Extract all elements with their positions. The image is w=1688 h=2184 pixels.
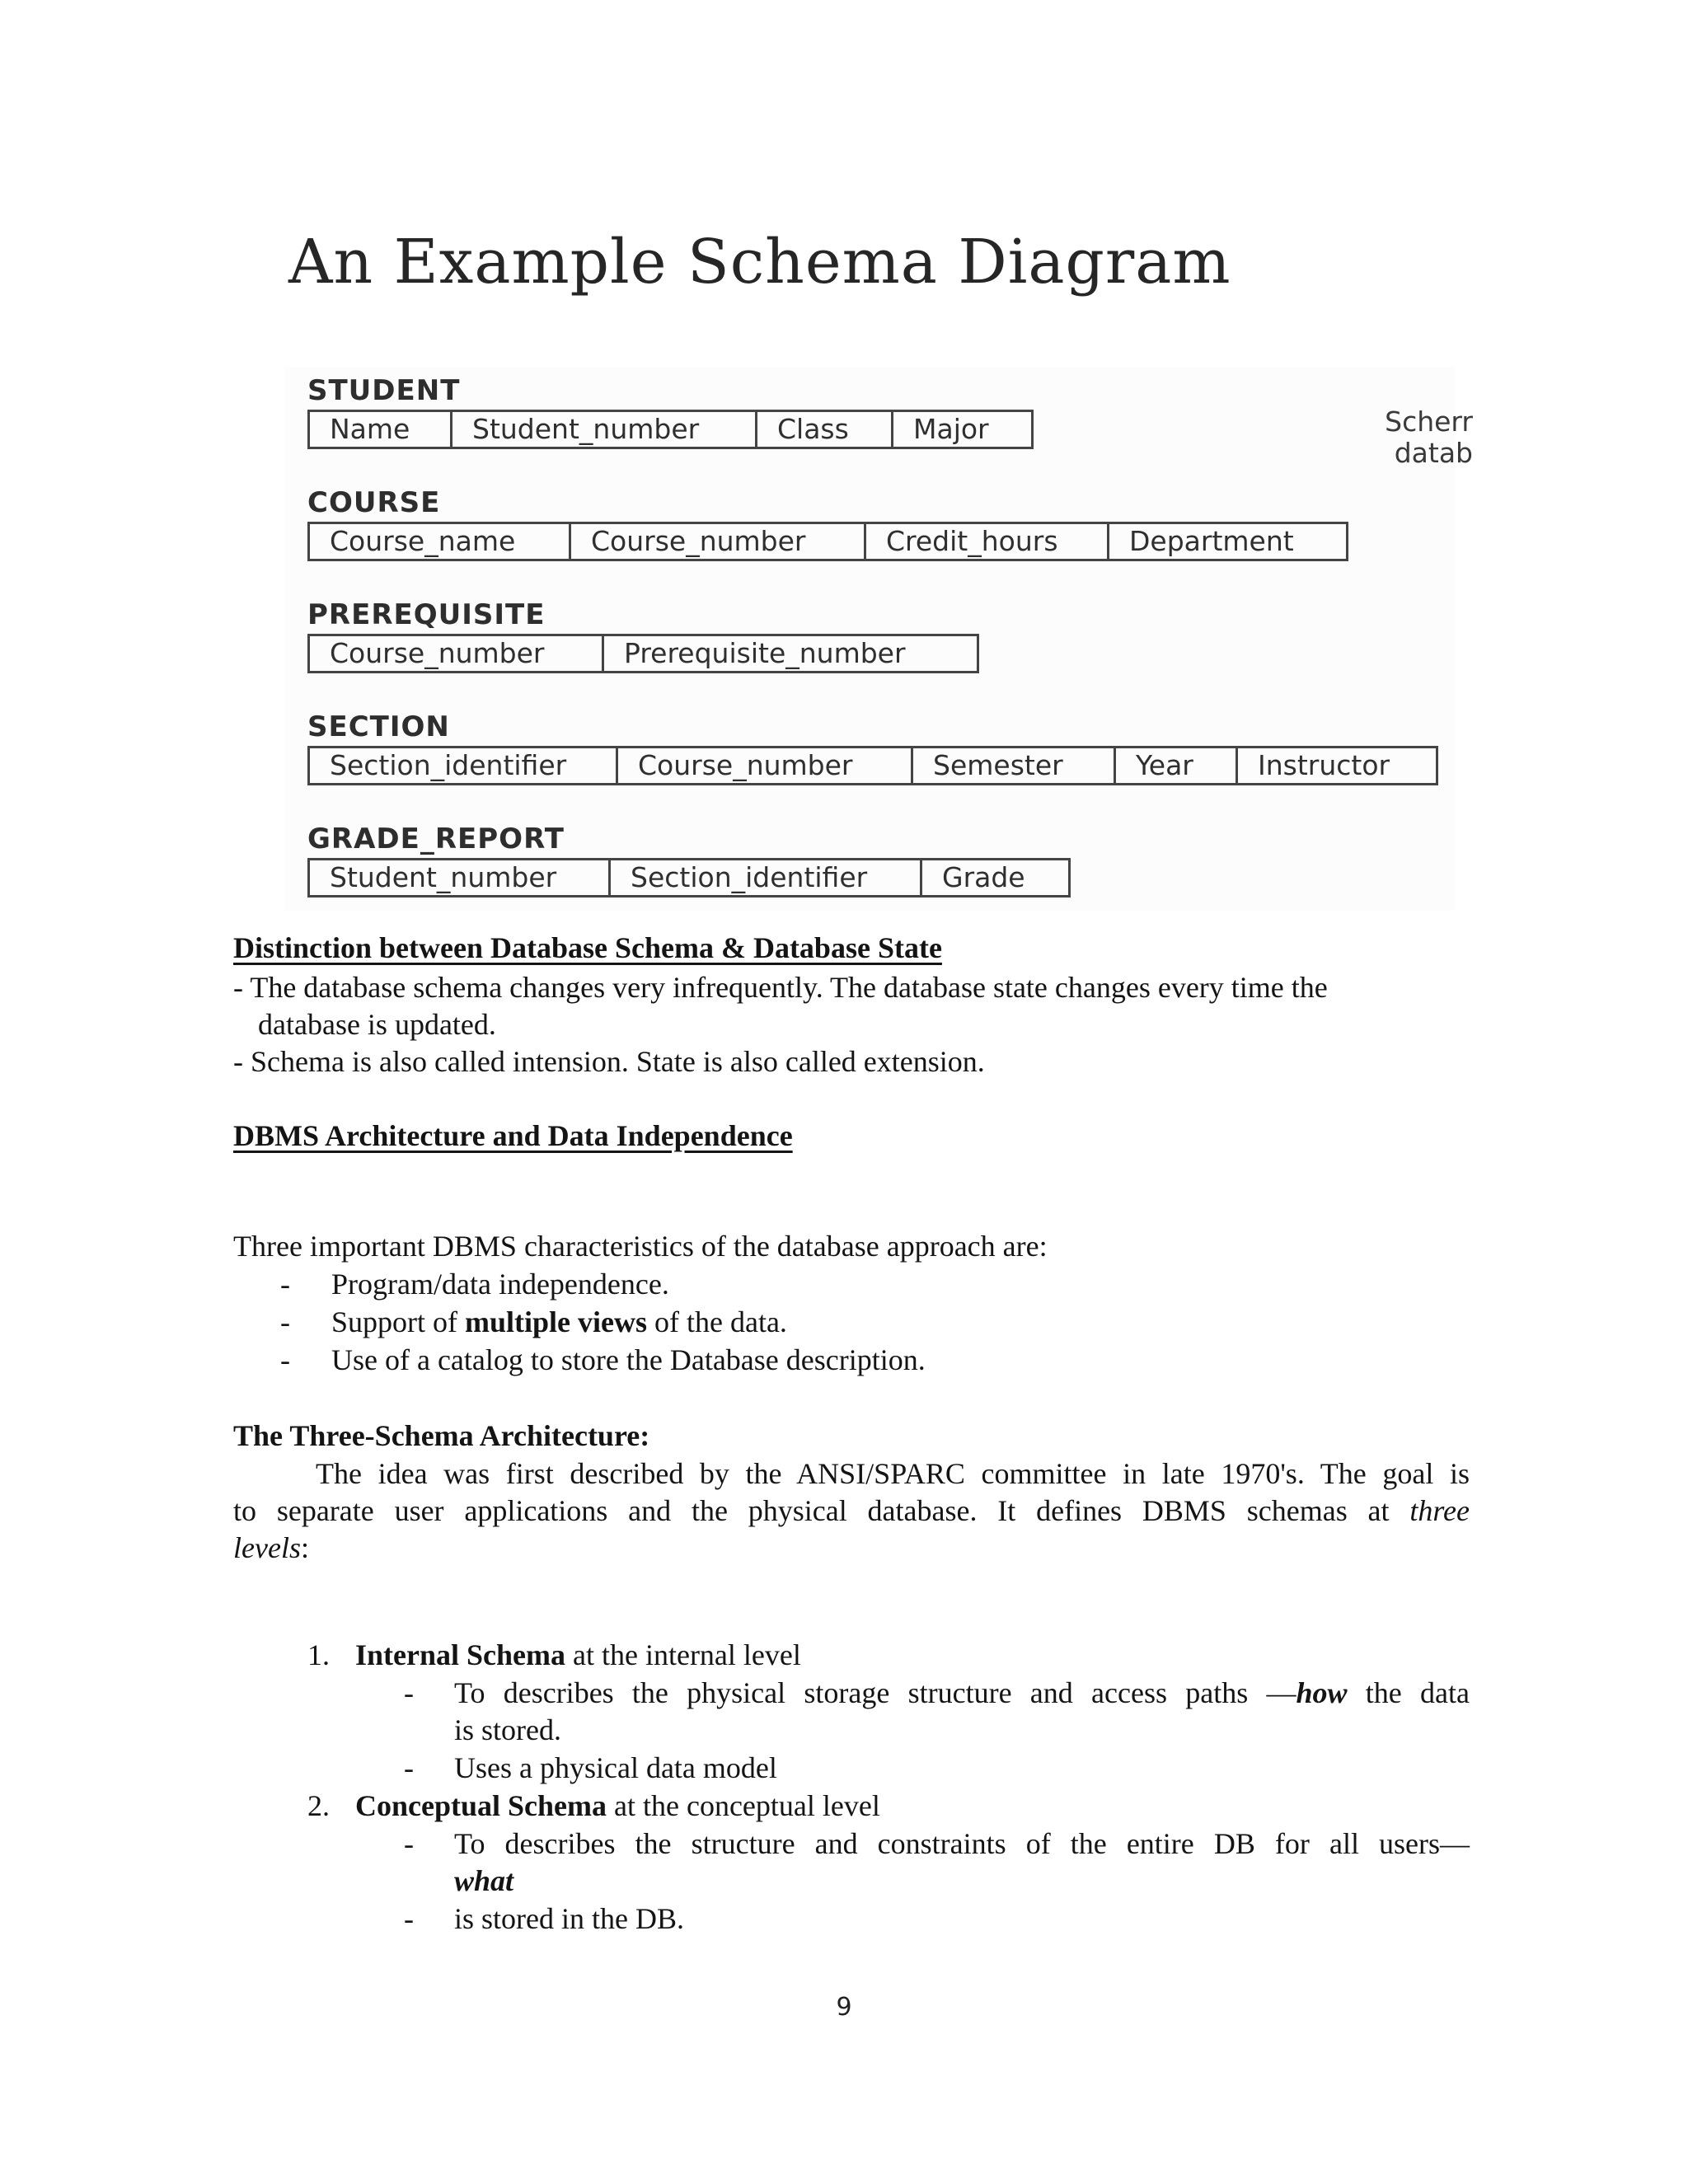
relation-grade-report — [307, 823, 1071, 898]
relation-attributes — [307, 858, 1071, 898]
sub-item-text-emphasis: what — [454, 1864, 514, 1897]
attribute-cell: Course_number — [618, 746, 913, 785]
sub-item-text: the data — [1347, 1676, 1470, 1709]
bullet-dash: - — [404, 1676, 414, 1709]
paragraph-text: : — [300, 1531, 309, 1564]
intro-text: Three important DBMS characteristics of the database approach are: — [233, 1230, 1048, 1263]
schema-diagram-figure — [284, 210, 1473, 902]
attribute-cell: Section_identifier — [611, 858, 922, 898]
figure-title: An Example Schema Diagram — [288, 227, 1231, 298]
bullet-dash: - — [404, 1827, 414, 1860]
list-number: 1. — [307, 1638, 330, 1671]
list-item-title — [355, 1637, 801, 1673]
attribute-cell: Year — [1116, 746, 1238, 785]
attribute-cell: Student_number — [307, 858, 611, 898]
relation-section — [307, 711, 1438, 785]
relation-prerequisite — [307, 599, 979, 673]
relation-attributes — [307, 746, 1438, 785]
sub-item-line: is stored. — [454, 1713, 561, 1746]
paragraph-text-italic: levels — [233, 1531, 301, 1564]
section-heading-three-schema: The Three-Schema Architecture: — [233, 1419, 650, 1452]
relation-name: SECTION — [307, 710, 450, 743]
attribute-cell: Semester — [913, 746, 1116, 785]
paragraph-line: database is updated. — [258, 1008, 496, 1041]
side-caption-line: Scherr — [1385, 405, 1473, 438]
attribute-cell: Instructor — [1238, 746, 1438, 785]
bullet-text-bold: multiple views — [465, 1305, 647, 1338]
paragraph-line — [233, 1530, 309, 1566]
paragraph-line — [233, 1493, 1470, 1529]
sub-item-line: Uses a physical data model — [454, 1751, 777, 1784]
bullet-dash: - — [280, 1343, 290, 1376]
paragraph-line: The idea was first described by the ANSI/SPARC committee in late 1970's. The goal is — [316, 1457, 1470, 1490]
schema-diagram-panel — [284, 367, 1473, 911]
section-heading-distinction: Distinction between Database Schema & Database State — [233, 931, 942, 964]
attribute-cell: Class — [757, 410, 893, 449]
relation-name: PREREQUISITE — [307, 598, 546, 631]
attribute-cell: Grade — [922, 858, 1071, 898]
list-item-title — [355, 1788, 880, 1824]
attribute-cell: Credit_hours — [866, 522, 1109, 561]
attribute-cell: Prerequisite_number — [604, 634, 979, 673]
bullet-dash: - — [280, 1268, 290, 1301]
attribute-cell: Department — [1109, 522, 1348, 561]
relation-name: STUDENT — [307, 374, 461, 407]
relation-attributes — [307, 522, 1348, 561]
side-caption-line: datab — [1394, 437, 1473, 469]
attribute-cell: Course_name — [307, 522, 571, 561]
list-number: 2. — [307, 1789, 330, 1822]
relation-attributes — [307, 634, 979, 673]
bullet-item: Program/data independence. — [331, 1268, 669, 1301]
list-item-title-bold: Internal Schema — [355, 1638, 565, 1671]
page-number: 9 — [836, 1993, 852, 2022]
bullet-text: of the data. — [647, 1305, 787, 1338]
relation-course — [307, 487, 1348, 561]
attribute-cell: Student_number — [452, 410, 757, 449]
paragraph-text-italic: three — [1409, 1494, 1470, 1527]
sub-item-line — [454, 1675, 1470, 1711]
attribute-cell: Major — [893, 410, 1034, 449]
relation-name: GRADE_REPORT — [307, 823, 565, 855]
relation-student — [307, 375, 1034, 449]
section-heading-architecture: DBMS Architecture and Data Independence — [233, 1119, 793, 1152]
sub-item-text-emphasis: how — [1296, 1676, 1348, 1709]
paragraph-line: - The database schema changes very infrequently. The database state changes every time the — [233, 971, 1328, 1004]
list-item-title-bold: Conceptual Schema — [355, 1789, 607, 1822]
sub-item-text: To describes the physical storage structure and access paths — — [454, 1676, 1296, 1709]
relation-attributes — [307, 410, 1034, 449]
sub-item-line — [454, 1863, 513, 1899]
bullet-item: Use of a catalog to store the Database description. — [331, 1343, 926, 1376]
sub-item-line: To describes the structure and constraints of the entire DB for all users— — [454, 1827, 1470, 1860]
list-item-title-text: at the conceptual level — [607, 1789, 880, 1822]
list-item-title-text: at the internal level — [565, 1638, 801, 1671]
attribute-cell: Section_identifier — [307, 746, 618, 785]
bullet-dash: - — [404, 1751, 414, 1784]
relation-name: COURSE — [307, 486, 441, 519]
bullet-text: Support of — [331, 1305, 465, 1338]
figure-side-caption — [1315, 405, 1473, 480]
bullet-dash: - — [404, 1902, 414, 1935]
bullet-item — [331, 1304, 787, 1340]
sub-item-line: is stored in the DB. — [454, 1902, 684, 1935]
attribute-cell: Name — [307, 410, 452, 449]
paragraph-line: - Schema is also called intension. State is also called extension. — [233, 1045, 985, 1078]
paragraph-text: to separate user applications and the physical database. It defines DBMS schemas at — [233, 1494, 1410, 1527]
attribute-cell: Course_number — [307, 634, 604, 673]
attribute-cell: Course_number — [571, 522, 866, 561]
bullet-dash: - — [280, 1305, 290, 1338]
